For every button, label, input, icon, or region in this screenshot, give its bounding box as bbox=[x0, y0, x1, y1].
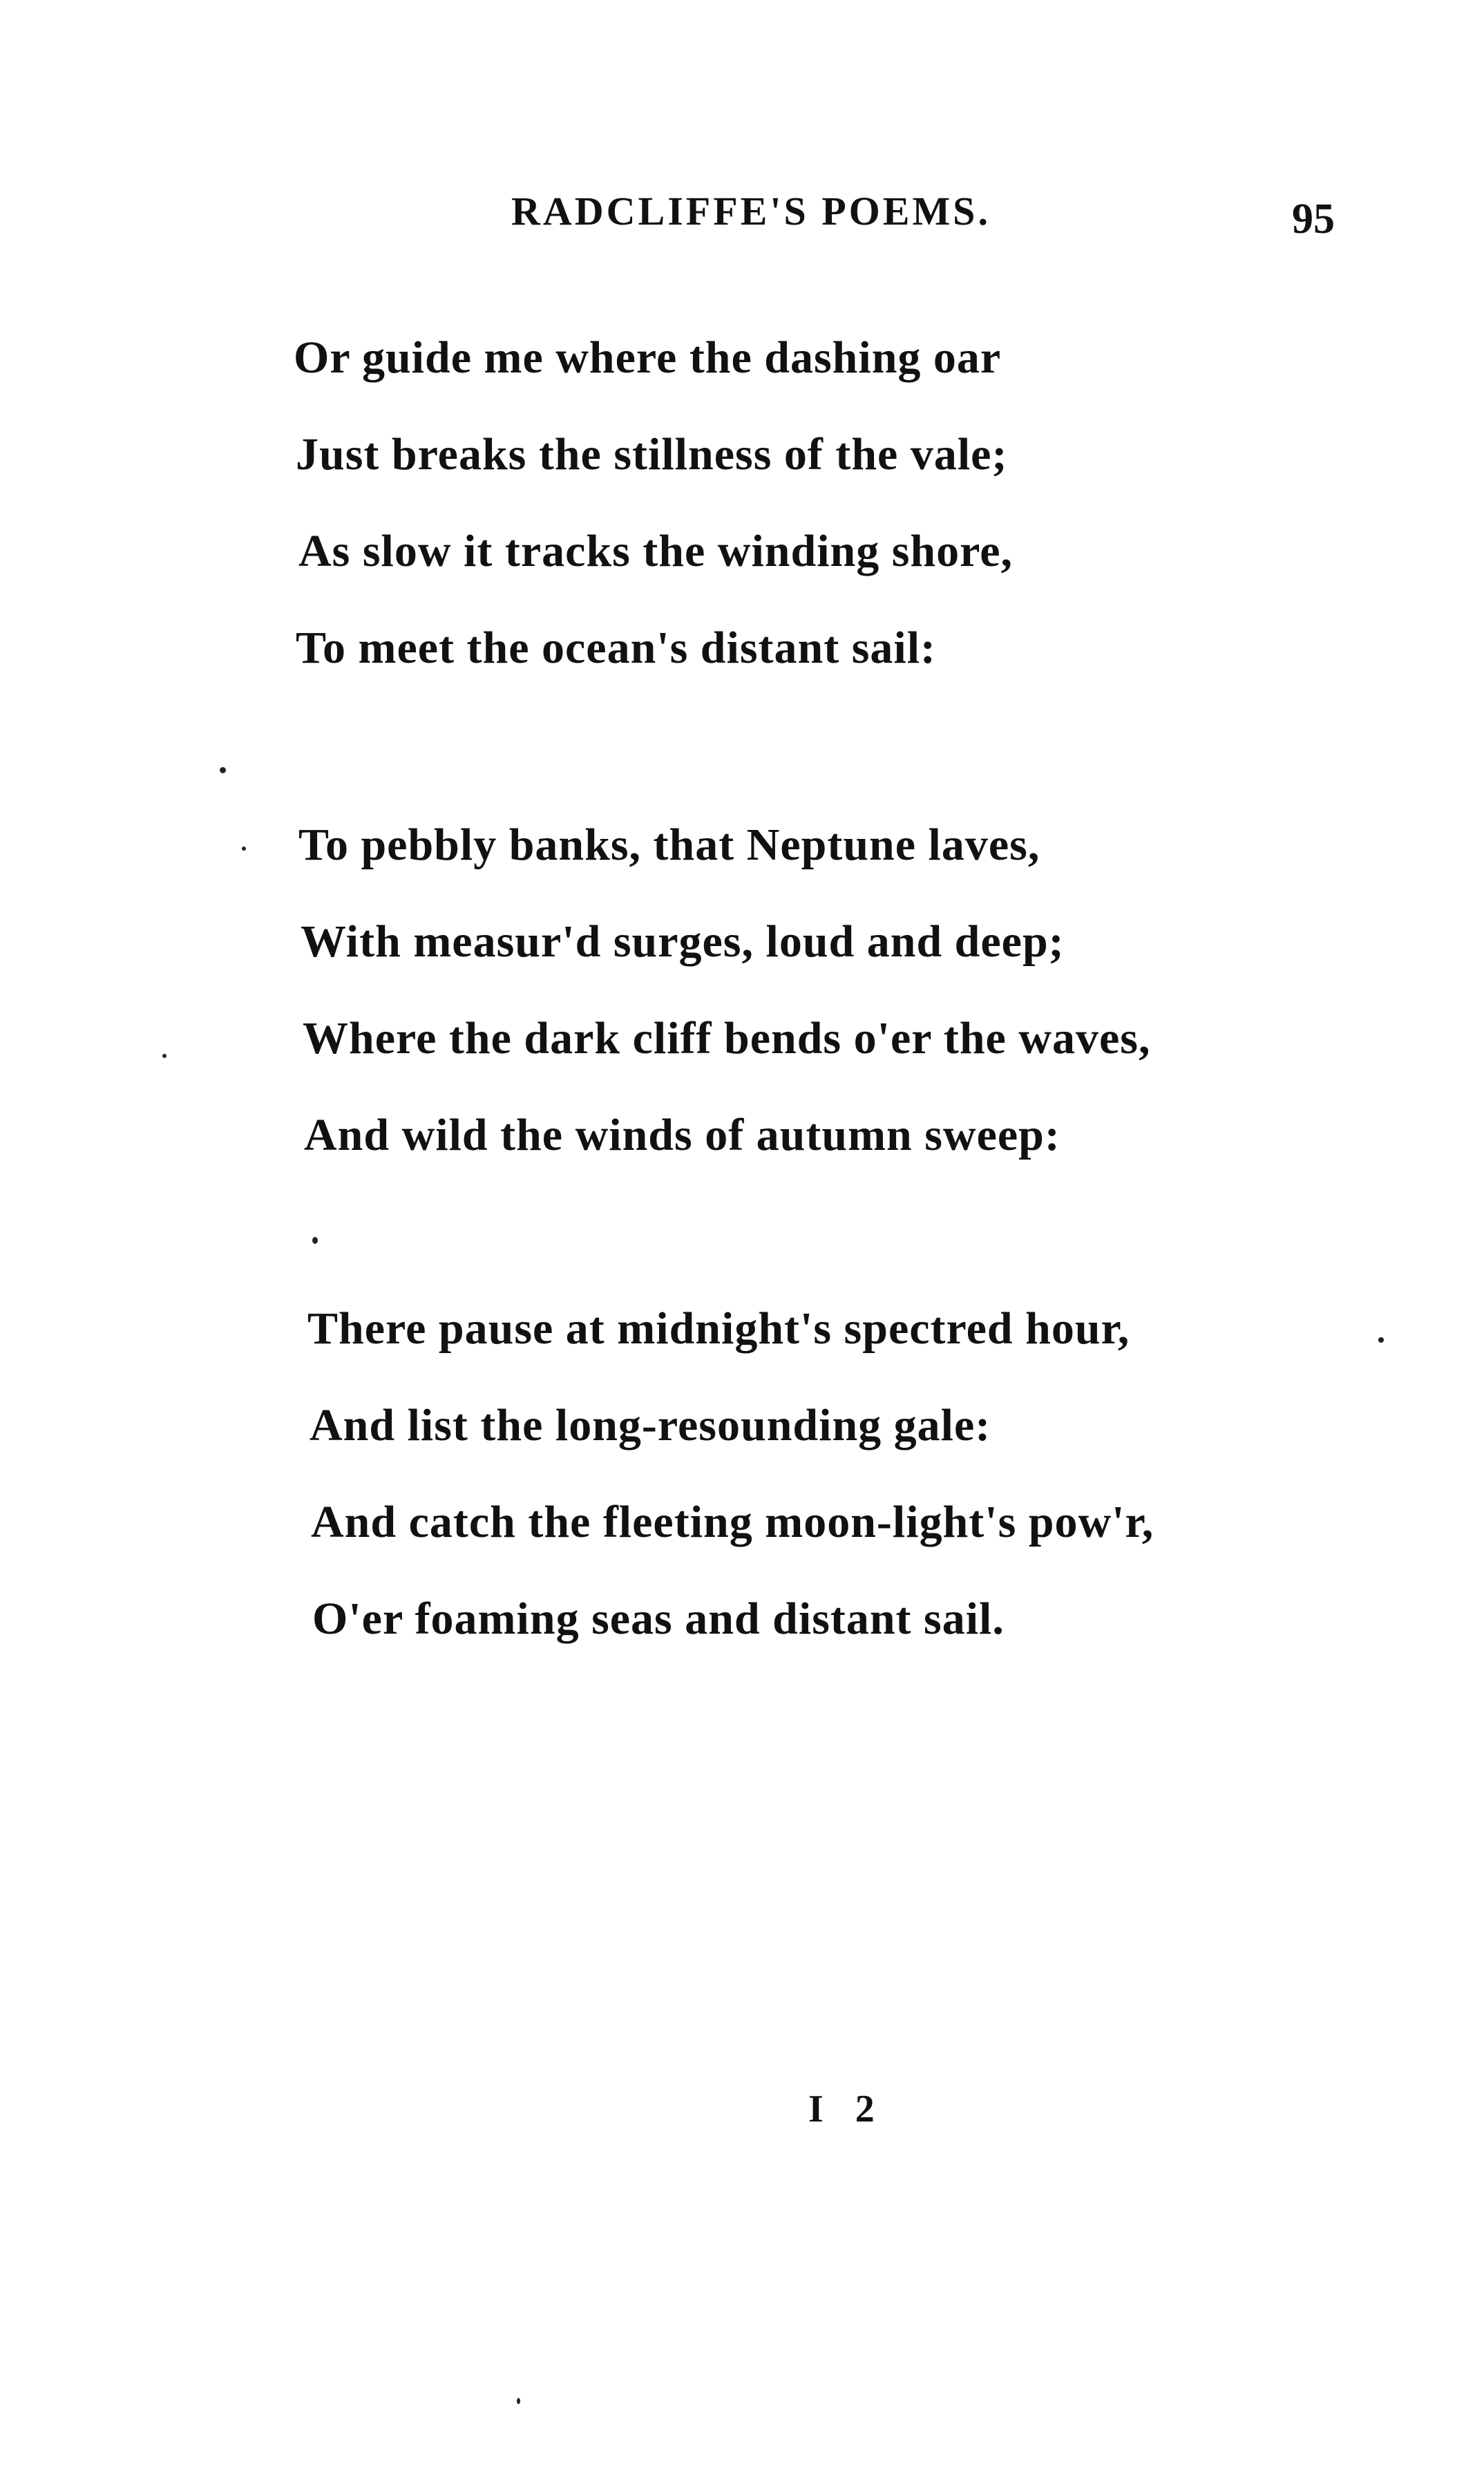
scan-speck bbox=[220, 767, 226, 773]
verse-line: Just breaks the stillness of the vale; bbox=[296, 429, 1008, 480]
scan-speck bbox=[242, 847, 246, 851]
verse-line: Where the dark cliff bends o'er the waves, bbox=[303, 1013, 1151, 1064]
verse-line: There pause at midnight's spectred hour, bbox=[307, 1303, 1130, 1354]
verse-line: And list the long-resounding gale: bbox=[310, 1400, 991, 1451]
signature-mark: I 2 bbox=[808, 2088, 886, 2130]
verse-line: Or guide me where the dashing oar bbox=[294, 332, 1002, 383]
scan-speck bbox=[1378, 1337, 1384, 1343]
verse-line: O'er foaming seas and distant sail. bbox=[312, 1594, 1005, 1644]
verse-line: As slow it tracks the winding shore, bbox=[298, 526, 1014, 576]
scan-speck bbox=[517, 2398, 520, 2404]
scan-speck bbox=[162, 1054, 167, 1058]
running-head: RADCLIFFE'S POEMS. bbox=[511, 189, 991, 234]
verse-line: And wild the winds of autumn sweep: bbox=[304, 1110, 1060, 1160]
verse-line: And catch the fleeting moon-light's pow'r, bbox=[311, 1497, 1154, 1547]
page-number: 95 bbox=[1292, 196, 1335, 243]
verse-line: To pebbly banks, that Neptune laves, bbox=[298, 820, 1040, 870]
verse-line: To meet the ocean's distant sail: bbox=[296, 623, 937, 673]
verse-line: With measur'd surges, loud and deep; bbox=[301, 916, 1065, 967]
scan-speck bbox=[312, 1237, 318, 1244]
